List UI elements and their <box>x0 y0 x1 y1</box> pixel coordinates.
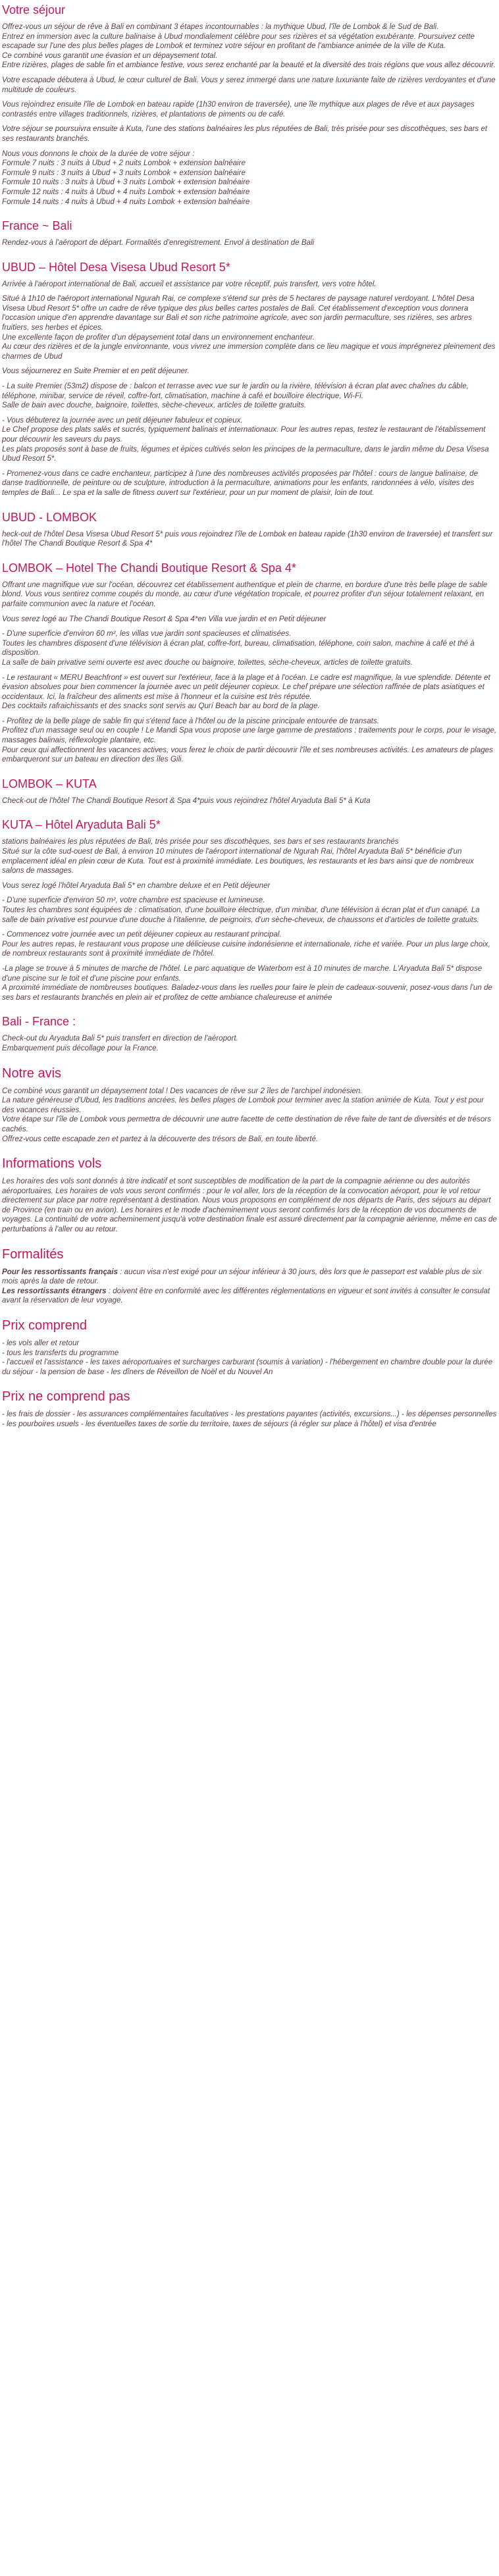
paragraph: Situé à 1h10 de l'aéroport international Ngurah Rai, ce complexe s'étend sur près de 5 hectares de paysage naturel verdoyant. L'hôtel Desa Visesa Ubud Resort 5* offre un cadre de rêve typique des plus belles cartes postales de Bali. Cet établissement d'exception vous donnera l'occasion unique d'en apprendre davantage sur Bali et son riche patrimoine agricole, avec son jardin permaculture, ses rizières, ses arbres fruitiers, ses herbes et épices. Une excellente façon de profiter d'un dépaysement total dans un environnement enchanteur. Au cœur des rizières et de la jungle environnante, vous vivrez une immersion complète dans ce lieu magique et vous imprégnerez pleinement des charmes de Ubud <box>2 294 496 361</box>
section-title: KUTA – Hôtel Aryaduta Bali 5* <box>2 818 161 832</box>
paragraph-text: : doivent être en conformité avec les différentes réglementations en vigueur et sont invités à consulter le consulat avant la réservation de leur voyage. <box>2 1286 490 1305</box>
section-title: France ~ Bali <box>2 219 72 233</box>
section-lombok-kuta <box>2 777 497 806</box>
paragraph: Nous vous donnons le choix de la durée de votre séjour : Formule 7 nuits : 3 nuits à Ubud + 2 nuits Lombok + extension balnéaire Formule 9 nuits : 3 nuits à Ubud + 3 nuits Lombok + extension balnéaire Formule 10 nuits : 3 nuits à Ubud + 3 nuits Lombok + extension balnéaire Formule 12 nuits : 4 nuits à Ubud + 4 nuits Lombok + extension balnéaire Formule 14 nuits : 4 nuits à Ubud + 4 nuits Lombok + extension balnéaire <box>2 149 250 206</box>
paragraph: Ce combiné vous garantit un dépaysement total ! Des vacances de rêve sur 2 îles de l'archipel indonésien. La nature généreuse d'Ubud, les traditions ancrées, les belles plages de Lombok pour terminer avec la station animée de Kuta. Tout y est pour des vacances réussies. Votre étape sur l'île de Lombok vous permettra de découvrir une autre facette de cette destination de rêve faite de tant de diversités et de trésors cachés. Offrez-vous cette escapade zen et partez à la découverte des trésors de Bali, en toute liberté. <box>2 1086 491 1143</box>
paragraph-ressortissants-francais <box>2 1268 497 1287</box>
section-ubud-hotel <box>2 260 497 498</box>
paragraph: - Vous débuterez la journée avec un petit déjeuner fabuleux et copieux. Le Chef propose des plats salés et sucrés, typiquement balinais et internationaux. Pour les autres repas, testez le restaurant de l'établissement pour découvrir les saveurs du pays. Les plats proposés sont à base de fruits, légumes et épices cultivés selon les principes de la permaculture, dans le jardin même du Desa Visesa Ubud Resort 5*. <box>2 415 489 463</box>
section-title: UBUD - LOMBOK <box>2 510 97 524</box>
paragraph: Vous serez logé au The Chandi Boutique Resort & Spa 4*en Villa vue jardin et en Petit déjeuner <box>2 614 327 623</box>
section-title: LOMBOK – KUTA <box>2 777 97 790</box>
paragraph: Vous séjournerez en Suite Premier et en petit déjeuner. <box>2 367 190 376</box>
section-title: Bali - France : <box>2 1015 76 1029</box>
section-prix-ne-comprend-pas <box>2 1389 497 1429</box>
section-prix-comprend <box>2 1318 497 1377</box>
paragraph: Check-out du Aryaduta Bali 5* puis transfert en direction de l'aéroport. Embarquement puis décollage pour la France. <box>2 1034 238 1052</box>
paragraph: stations balnéaires les plus réputées de Bali, très prisée pour ses discothèques, ses bars et ses restaurants branchés Situé sur la côte sud-ouest de Bali, à environ 10 minutes de l'aéroport international de Ngurah Rai, l'hôtel Aryaduta Bali 5* bénéficie d'un emplacement idéal en plein cœur de Kuta. Tout est à proximité immédiate. Les boutiques, les restaurants et les bars ainsi que de nombreux salons de massages. <box>2 837 474 875</box>
section-title: Prix comprend <box>2 1318 87 1333</box>
paragraph: Offrez-vous un séjour de rêve à Bali en combinant 3 étapes incontournables : la mythique Ubud, l'île de Lombok & le Sud de Bali. Entrez en immersion avec la culture balinaise à Ubud mondialement célèbre pour ses rizières et sa végétation exubérante. Poursuivez cette escapade sur l'une des plus belles plages de Lombok et terminez votre séjour en profitant de l'ambiance animée de la ville de Kuta. Ce combiné vous garantit une évasion et un dépaysement total. Entre rizières, plages de sable fin et ambiance festive, vous serez enchanté par la beauté et la diversité des trois régions que vous allez découvrir. <box>2 22 496 70</box>
section-title: Notre avis <box>2 1066 62 1081</box>
paragraph: Vous serez logé l'hôtel Aryaduta Bali 5* en chambre deluxe et en Petit déjeuner <box>2 881 271 890</box>
paragraph: - D'une superficie d'environ 60 m², les villas vue jardin sont spacieuses et climatisées. Toutes les chambres disposent d'une télévision à écran plat, coffre-fort, bureau, climatisation, téléphone, coin salon, machine à café et thé à disposition. La salle de bain privative semi ouverte est avec douche ou baignoire, toilettes, sèche-cheveux, articles de toilette gratuits. <box>2 629 475 667</box>
section-title: Formalités <box>2 1247 64 1262</box>
paragraph: -La plage se trouve à 5 minutes de marche de l'hôtel. Le parc aquatique de Waterbom est à 10 minutes de marche. L'Aryaduta Bali 5* dispose d'une piscine sur le toit et d'une piscine pour enfants. A proximité immédiate de nombreuses boutiques. Baladez-vous dans les ruelles pour faire le plein de cadeaux-souvenir, posez-vous dans l'un de ses bars et restaurants branchés en plein air et profitez de cette ambiance chaleureuse et animée <box>2 964 492 1002</box>
section-formalites <box>2 1247 497 1306</box>
paragraph: - Le restaurant « MERU Beachfront » est ouvert sur l'extérieur, face à la plage et à l'océan. Le cadre est magnifique, la vue splendide. Détente et évasion absolues pour bien commencer la journée avec un petit déjeuner copieux. Le chef prépare une sélection raffinée de plats asiatiques et occidentaux. Ici, la fraîcheur des aliments est mise à l'honneur et la cuisine est très réputée. Des cocktails rafraichissants et des snacks sont servis au Qurí Beach bar au bord de la plage. <box>2 673 490 711</box>
paragraph: Les horaires des vols sont donnés à titre indicatif et sont susceptibles de modification de la part de la compagnie aérienne ou des autorités aéroportuaires. Les horaires de vols vous seront confirmés : pour le vol aller, lors de la réception de la convocation aéroport, pour le vol retour directement sur place par notre représentant à destination. Nous vous proposons en complément de nos départs de Paris, des séjours au départ de Province (en train ou en avion). Les horaires et le mode d'acheminement vous seront confirmés lors de la réception de vos documents de voyages. La continuité de votre acheminement jusqu'à votre destination finale est assuré directement par la compagnie aérienne, même en cas de perturbations à l'aller ou au retour. <box>2 1177 497 1234</box>
paragraph: Arrivée à l'aéroport international de Bali, accueil et assistance par votre réceptif, puis transfert, vers votre hôtel. <box>2 279 377 288</box>
paragraph: Offrant une magnifique vue sur l'océan, découvrez cet établissement authentique et plein de charme, en bordure d'une très belle plage de sable blond. Vous vous sentirez comme coupés du monde, au cœur d'une végétation tropicale, et pourrez profiter d'un séjour totalement relaxant, en parfaite communion avec la nature et l'océan. <box>2 580 488 608</box>
paragraph-text: : aucun visa n'est exigé pour un séjour inférieur à 30 jours, dès lors que le passeport est valable plus de six mois après la date de retour. <box>2 1267 482 1286</box>
section-votre-sejour <box>2 3 497 207</box>
paragraph: - Commencez votre journée avec un petit déjeuner copieux au restaurant principal. Pour les autres repas, le restaurant vous propose une délicieuse cuisine indonésienne et internationale, riche et variée. Pour un plus large choix, de nombreux restaurants sont à proximité immédiate de l'hôtel. <box>2 930 490 958</box>
section-kuta-hotel <box>2 817 497 1002</box>
section-bali-france <box>2 1014 497 1053</box>
paragraph: Votre séjour se poursuivra ensuite à Kuta, l'une des stations balnéaires les plus réputées de Bali, très prisée pour ses discothèques, ses bars et ses restaurants branchés. <box>2 124 488 143</box>
paragraph-ressortissants-etrangers <box>2 1287 497 1306</box>
section-notre-avis <box>2 1066 497 1145</box>
paragraph: - Promenez-vous dans ce cadre enchanteur, participez à l'une des nombreuses activités proposées par l'hôtel : cours de langue balinaise, de danse traditionnelle, de peinture ou de sculpture, introduction à la permaculture, animations pour les enfants, randonnées à vélo, visites des temples de Bali... Le spa et la salle de fitness ouvert sur l'extérieur, pour un pur moment de plaisir, loin de tout. <box>2 469 479 497</box>
section-title: Votre séjour <box>2 3 66 16</box>
section-ubud-lombok <box>2 510 497 549</box>
paragraph: - Profitez de la belle plage de sable fin qui s'étend face à l'hôtel ou de la piscine principale entourée de transats. Profitez d'un massage seul ou en couple ! Le Mandi Spa vous propose une large gamme de prestations : traitements pour le corps, pour le visage, massages balinais, réflexologie plantaire, etc. Pour ceux qui affectionnent les vacances actives, vous ferez le choix de partir découvrir l'île et ses nombreuses activités. Les amateurs de plages embarqueront sur un bateau en direction des îles Gili. <box>2 716 497 764</box>
paragraph: - D'une superficie d'environ 50 m², votre chambre est spacieuse et lumineuse. Toutes les chambres sont équipées de : climatisation, d'une bouilloire électrique, d'un minibar, d'une télévision à écran plat et d'un canapé. La salle de bain privative est pourvue d'une douche à l'italienne, de peignoirs, d'un sèche-cheveux, de chaussons et d'articles de toilette gratuits. <box>2 896 480 924</box>
paragraph: - La suite Premier (53m2) dispose de : balcon et terrasse avec vue sur le jardin ou la rivière, télévision à écran plat avec chaînes du câble, téléphone, minibar, service de réveil, coffre-fort, climatisation, machine à café et bouilloire électrique, Wi-Fi. Salle de bain avec douche, baignoire, toilettes, sèche-cheveux, articles de toilette gratuits. <box>2 382 469 410</box>
paragraph: - les frais de dossier - les assurances complémentaires facultatives - les prestations payantes (activités, excursions...) - les dépenses personnelles - les pourboires usuels - les éventuelles taxes de sortie du territoire, taxes de séjours (à régler sur place à l'hôtel) et visa d'entrée <box>2 1410 497 1428</box>
paragraph: heck-out de l'hôtel Desa Visesa Ubud Resort 5* puis vous rejoindrez l'île de Lombok en bateau rapide (1h30 environ de traversée) et transfert sur l'hôtel The Chandi Boutique Resort & Spa 4* <box>2 529 493 548</box>
section-france-bali <box>2 219 497 248</box>
paragraph: Rendez-vous à l'aéroport de départ. Formalités d'enregistrement. Envol à destination de Bali <box>2 238 315 247</box>
section-lombok-hotel <box>2 561 497 765</box>
section-title: Informations vols <box>2 1156 102 1172</box>
section-title: Prix ne comprend pas <box>2 1389 130 1404</box>
section-title: LOMBOK – Hotel The Chandi Boutique Resort & Spa 4* <box>2 561 296 575</box>
bold-label: Pour les ressortissants français <box>2 1267 118 1276</box>
paragraph: Vous rejoindrez ensuite l'île de Lombok en bateau rapide (1h30 environ de traversée), une île mythique aux plages de rêve et aux paysages contrastés entre villages traditionnels, rizières, et plantations de piments ou de café. <box>2 100 475 118</box>
paragraph: Votre escapade débutera à Ubud, le cœur culturel de Bali. Vous y serez immergé dans une nature luxuriante faite de rizières verdoyantes et d'une multitude de couleurs. <box>2 75 496 94</box>
paragraph: - les vols aller et retour - tous les transferts du programme - l'accueil et l'assistance - les taxes aéroportuaires et surcharges carburant (soumis à variation) - l'hébergement en chambre double pour la durée du séjour - la pension de base - les dîners de Réveillon de Noël et du Nouvel An <box>2 1339 493 1376</box>
section-title: UBUD – Hôtel Desa Visesa Ubud Resort 5* <box>2 260 230 274</box>
paragraph: Check-out de l'hôtel The Chandi Boutique Resort & Spa 4*puis vous rejoindrez l'hôtel Aryaduta Bali 5* à Kuta <box>2 796 371 805</box>
bold-label: Les ressortissants étrangers <box>2 1286 107 1295</box>
section-informations-vols <box>2 1156 497 1235</box>
